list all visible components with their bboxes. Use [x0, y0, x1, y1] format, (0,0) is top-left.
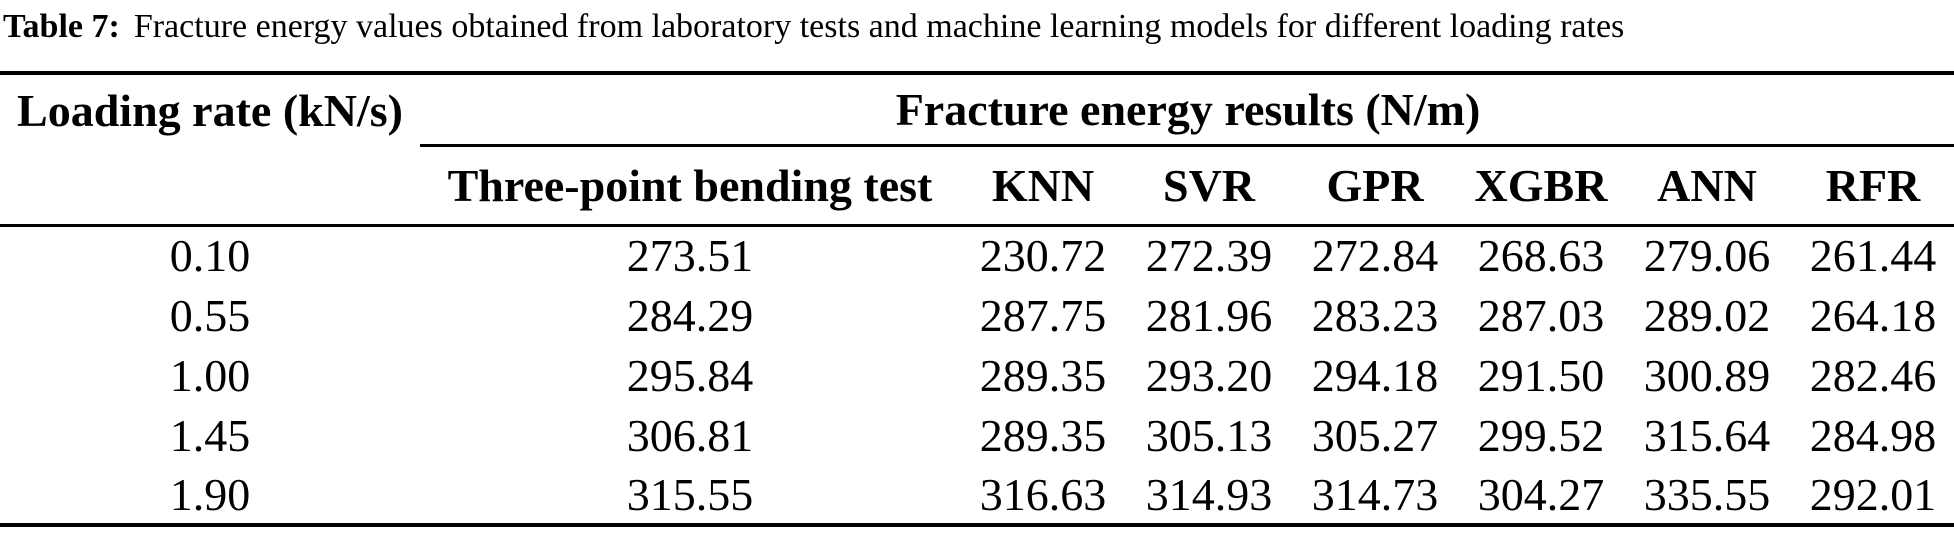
header-group-row: [0, 73, 1954, 145]
gpr-cell: 283.23: [1311, 289, 1439, 341]
xgbr-cell: 291.50: [1477, 349, 1605, 401]
table-row: [0, 405, 1954, 465]
header-sub-row: [0, 145, 1954, 225]
col-header-loading-rate: Loading rate (kN/s): [17, 84, 403, 136]
table-row: [0, 345, 1954, 405]
ann-cell: 300.89: [1643, 349, 1771, 401]
col-header-rfr: RFR: [1790, 145, 1954, 225]
svr-cell: 305.13: [1145, 409, 1273, 461]
knn-cell: 289.35: [979, 409, 1107, 461]
col-header-gpr: GPR: [1292, 145, 1458, 225]
table-header: [0, 73, 1954, 225]
bending-test-cell: 315.55: [626, 468, 754, 520]
rfr-cell: 292.01: [1809, 468, 1937, 520]
rfr-cell: 284.98: [1809, 409, 1937, 461]
ann-cell: 289.02: [1643, 289, 1771, 341]
gpr-cell: 294.18: [1311, 349, 1439, 401]
xgbr-cell: 299.52: [1477, 409, 1605, 461]
bending-test-cell: 284.29: [626, 289, 754, 341]
fracture-energy-table: [0, 71, 1954, 527]
loading-rate-cell: 1.00: [169, 349, 251, 401]
rfr-cell: 282.46: [1809, 349, 1937, 401]
svr-cell: 272.39: [1145, 230, 1273, 282]
knn-cell: 289.35: [979, 349, 1107, 401]
bending-test-cell: 306.81: [626, 409, 754, 461]
xgbr-cell: 268.63: [1477, 230, 1605, 282]
col-header-knn: KNN: [960, 145, 1126, 225]
header-spacer: [0, 145, 420, 225]
loading-rate-cell: 0.55: [169, 289, 251, 341]
ann-cell: 315.64: [1643, 409, 1771, 461]
table-row: [0, 225, 1954, 285]
loading-rate-cell: 1.45: [169, 409, 251, 461]
table-caption: [3, 4, 1624, 50]
svr-cell: 281.96: [1145, 289, 1273, 341]
svr-cell: 314.93: [1145, 468, 1273, 520]
ann-cell: 279.06: [1643, 230, 1771, 282]
ann-cell: 335.55: [1643, 468, 1771, 520]
knn-cell: 316.63: [979, 468, 1107, 520]
table-body: [0, 225, 1954, 525]
rfr-cell: 264.18: [1809, 289, 1937, 341]
col-header-xgbr: XGBR: [1458, 145, 1624, 225]
col-header-three-point-bending: Three-point bending test: [420, 145, 960, 225]
col-group-header-fracture-energy: Fracture energy results (N/m): [420, 73, 1954, 145]
knn-cell: 287.75: [979, 289, 1107, 341]
bending-test-cell: 295.84: [626, 349, 754, 401]
col-header-ann: ANN: [1624, 145, 1790, 225]
col-header-svr: SVR: [1126, 145, 1292, 225]
table-row: [0, 465, 1954, 525]
knn-cell: 230.72: [979, 230, 1107, 282]
loading-rate-cell: 1.90: [169, 468, 251, 520]
table-caption-text: Fracture energy values obtained from laboratory tests and machine learning models for different loading rates: [133, 8, 1625, 45]
svr-cell: 293.20: [1145, 349, 1273, 401]
table-row: [0, 285, 1954, 345]
loading-rate-cell: 0.10: [169, 230, 251, 282]
xgbr-cell: 304.27: [1477, 468, 1605, 520]
bending-test-cell: 273.51: [626, 230, 754, 282]
gpr-cell: 272.84: [1311, 230, 1439, 282]
gpr-cell: 314.73: [1311, 468, 1439, 520]
table-caption-label: Table 7:: [3, 8, 120, 45]
gpr-cell: 305.27: [1311, 409, 1439, 461]
xgbr-cell: 287.03: [1477, 289, 1605, 341]
rfr-cell: 261.44: [1809, 230, 1937, 282]
